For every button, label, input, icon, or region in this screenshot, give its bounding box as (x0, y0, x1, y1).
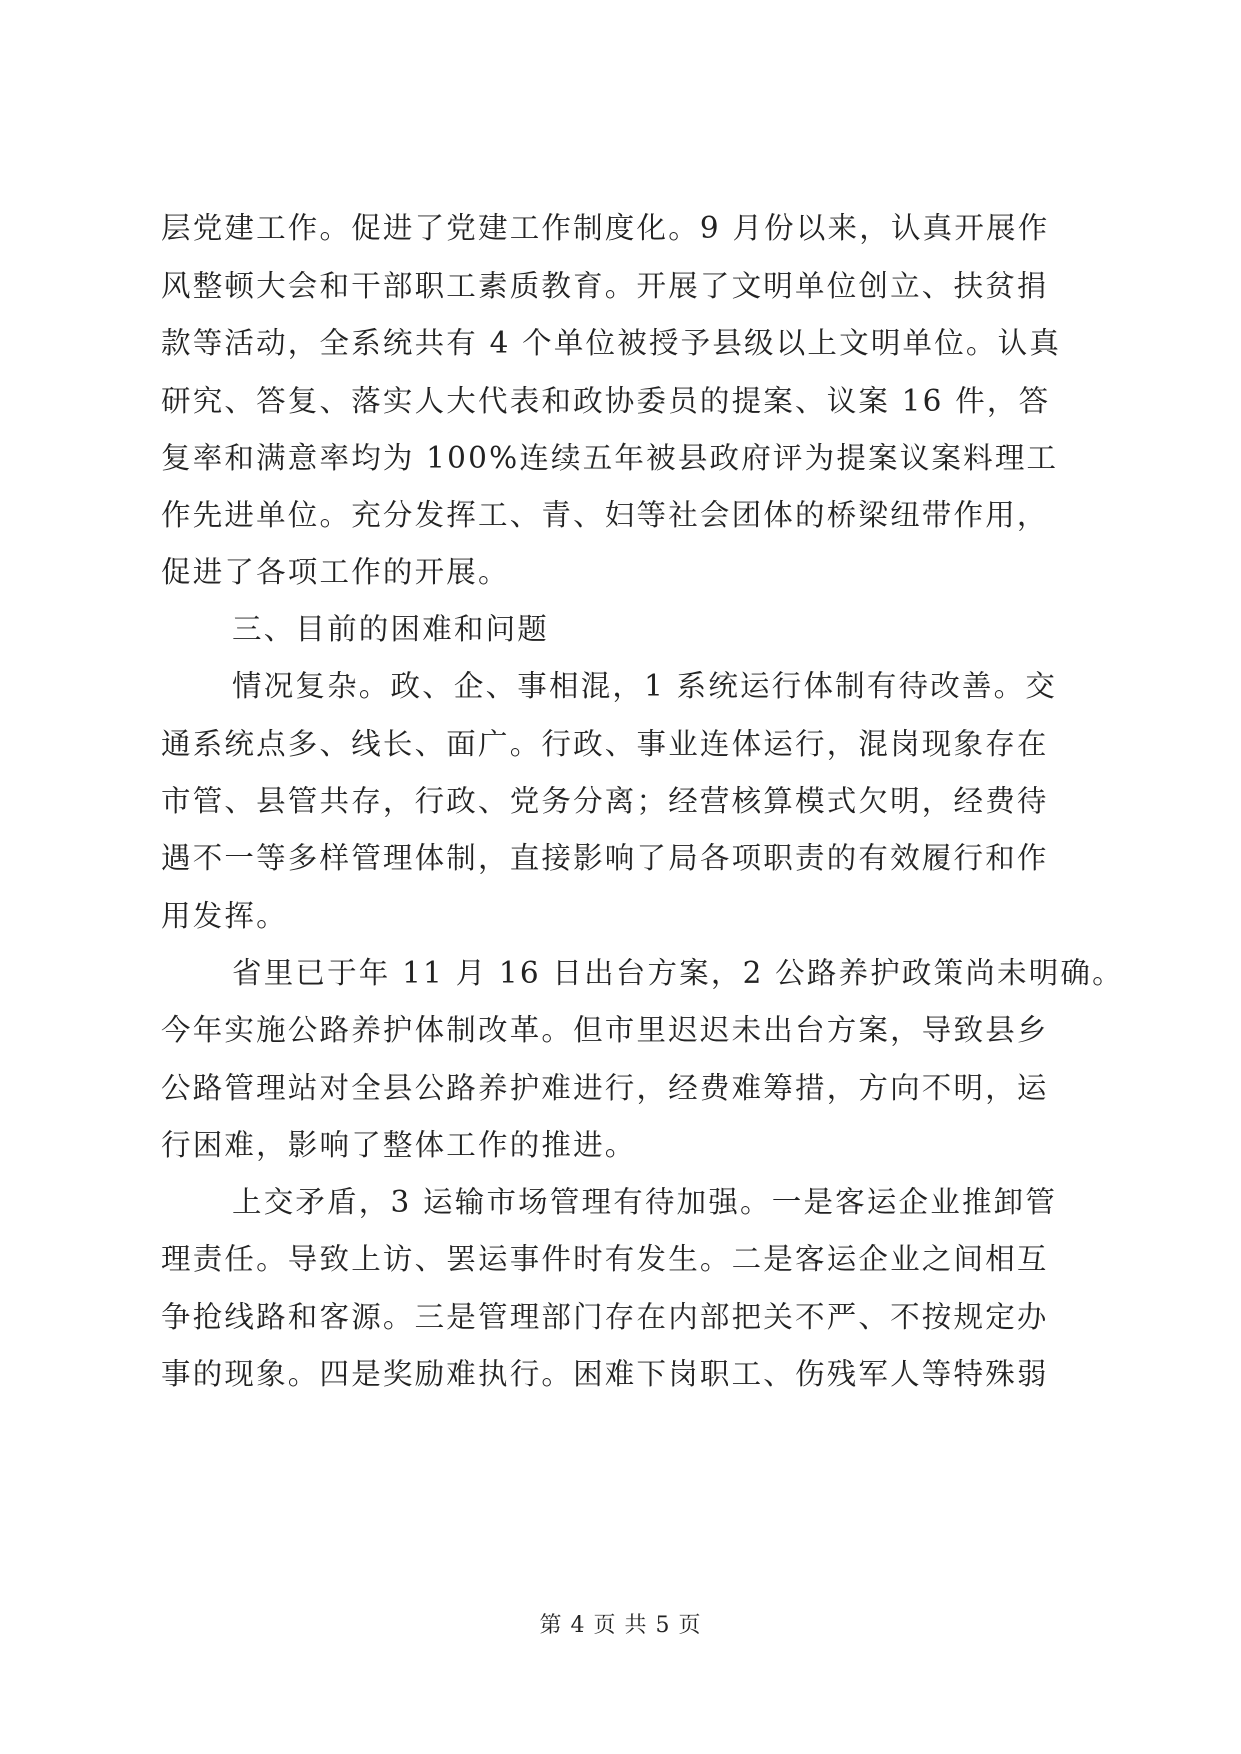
text-line: 今年实施公路养护体制改革。但市里迟迟未出台方案，导致县乡 (161, 1013, 1049, 1047)
text-line: 理责任。导致上访、罢运事件时有发生。二是客运企业之间相互 (161, 1242, 1049, 1276)
text-line: 情况复杂。政、企、事相混，1 系统运行体制有待改善。交 (232, 669, 1058, 703)
text-line: 通系统点多、线长、面广。行政、事业连体运行，混岗现象存在 (161, 727, 1049, 761)
text-line: 层党建工作。促进了党建工作制度化。9 月份以来，认真开展作 (161, 211, 1050, 245)
text-line: 遇不一等多样管理体制，直接影响了局各项职责的有效履行和作 (161, 841, 1049, 875)
text-line: 促进了各项工作的开展。 (161, 555, 510, 589)
text-line: 行困难，影响了整体工作的推进。 (161, 1128, 637, 1162)
text-line: 用发挥。 (161, 899, 288, 933)
section-heading: 三、目前的困难和问题 (232, 612, 550, 646)
text-line: 公路管理站对全县公路养护难进行，经费难筹措，方向不明，运 (161, 1071, 1049, 1105)
text-line: 风整顿大会和干部职工素质教育。开展了文明单位创立、扶贫捐 (161, 269, 1049, 303)
text-line: 省里已于年 11 月 16 日出台方案，2 公路养护政策尚未明确。 (232, 956, 1124, 990)
page-number-footer: 第 4 页 共 5 页 (539, 1613, 702, 1638)
text-line: 争抢线路和客源。三是管理部门存在内部把关不严、不按规定办 (161, 1300, 1049, 1334)
text-line: 作先进单位。充分发挥工、青、妇等社会团体的桥梁纽带作用， (161, 498, 1049, 532)
text-line: 上交矛盾，3 运输市场管理有待加强。一是客运企业推卸管 (232, 1185, 1058, 1219)
text-line: 款等活动，全系统共有 4 个单位被授予县级以上文明单位。认真 (161, 326, 1062, 360)
text-line: 复率和满意率均为 100%连续五年被县政府评为提案议案料理工 (161, 441, 1059, 475)
text-line: 事的现象。四是奖励难执行。困难下岗职工、伤残军人等特殊弱 (161, 1357, 1049, 1391)
text-line: 研究、答复、落实人大代表和政协委员的提案、议案 16 件，答 (161, 384, 1051, 418)
text-line: 市管、县管共存，行政、党务分离；经营核算模式欠明，经费待 (161, 784, 1049, 818)
